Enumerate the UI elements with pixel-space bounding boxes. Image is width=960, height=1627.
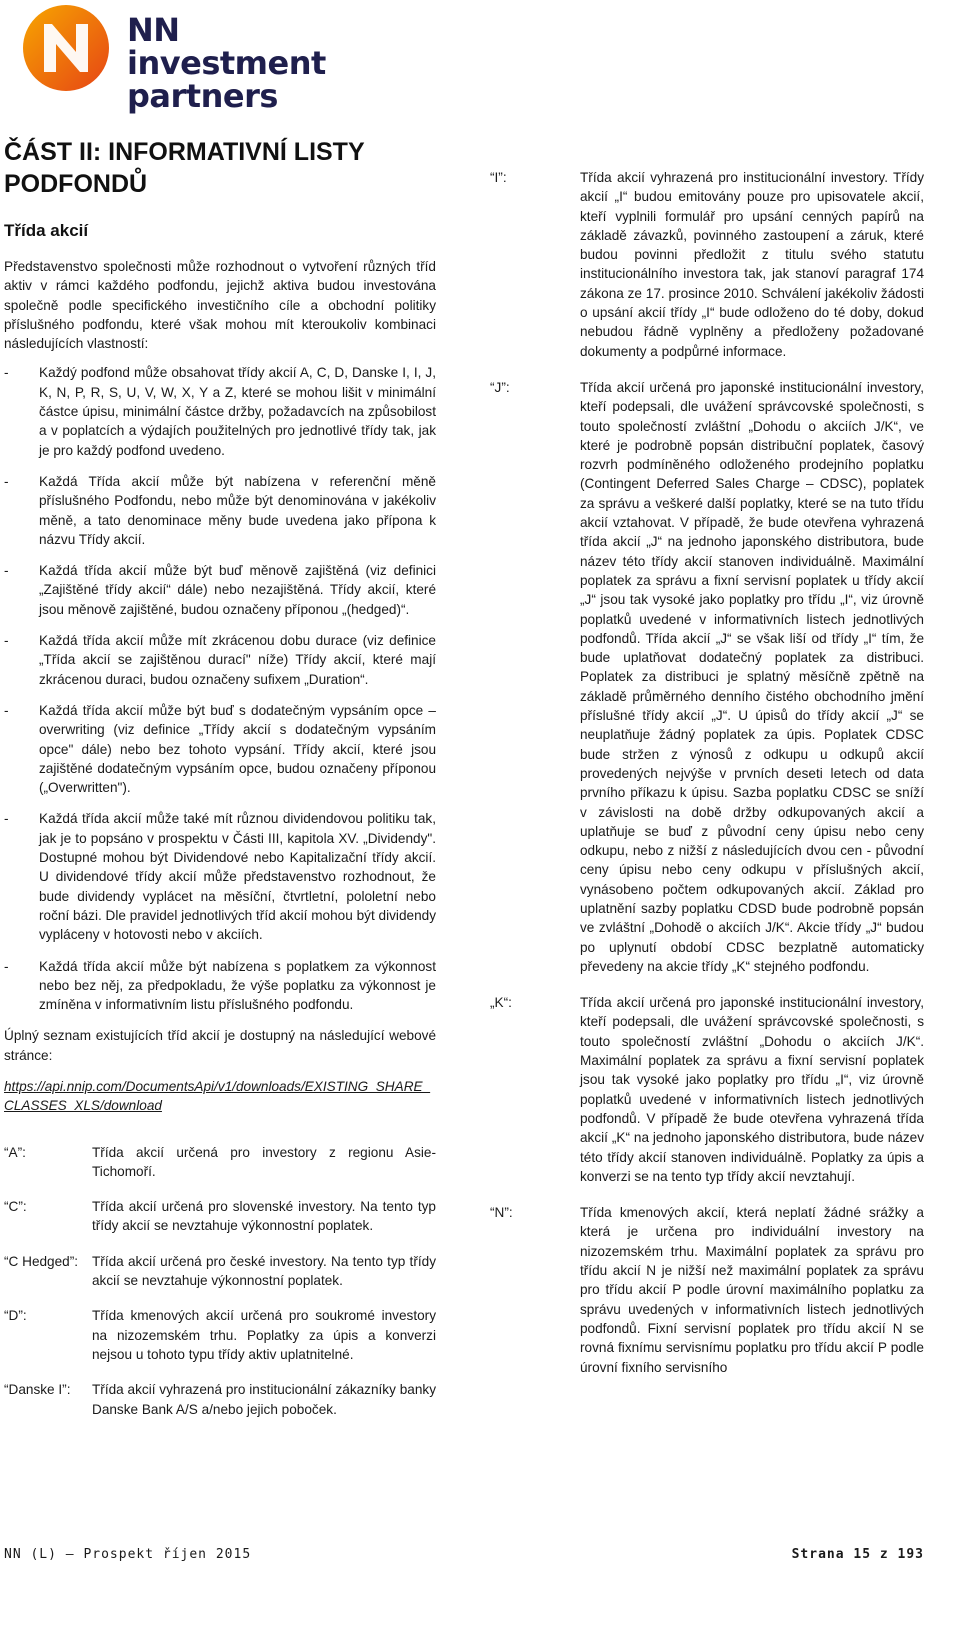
share-class-row	[4, 1143, 436, 1182]
list-item	[4, 809, 436, 944]
page-footer	[4, 1547, 924, 1567]
share-class-description: Třída akcií určená pro investory z regionu Asie-Tichomoří.	[92, 1144, 436, 1179]
share-class-row	[490, 1203, 924, 1377]
list-item	[4, 631, 436, 689]
share-class-description: Třída akcií určená pro české investory. Na tento typ třídy akcií se nevztahuje výkonnostní poplatek.	[92, 1253, 436, 1289]
share-class-row	[4, 1197, 436, 1236]
share-class-term: “I”:	[490, 170, 507, 185]
share-class-description: Třída akcií určená pro japonské institucionální investory, kteří podepsali, dle uvážení správcovské společnosti, s touto společností zvláštní „Dohodu o akciích J/K“. Maximální poplatek za správu a fixní servisní poplatek jsou tak vysoké jako poplatky pro třídu „I“, viz úrovně poplatků uvedené v informativních listech jednotlivých podfondů. V případě že bude otevřena vyhrazená třída akcií „K“ na jednoho japonského distributora, bude název této třídy akcií stanoven individuálně. Poplatky za úpis a konverzi se na tento typ třídy akcií nevztahují.	[580, 995, 924, 1184]
share-class-row	[4, 1252, 436, 1291]
share-class-row	[490, 168, 924, 361]
brand-name	[127, 11, 362, 115]
share-class-row	[490, 378, 924, 976]
nn-logo-icon	[22, 4, 110, 92]
share-class-term: “C Hedged”:	[4, 1253, 79, 1269]
right-column	[490, 168, 924, 1394]
share-class-term: “N”:	[490, 1205, 513, 1221]
page-title: ČÁST II: INFORMATIVNÍ LISTY PODFONDŮ	[4, 138, 365, 198]
share-class-term: “Danske I”:	[4, 1382, 71, 1398]
list-item-text: Každá Třída akcií může být nabízena v referenční měně příslušného Podfondu, nebo může být denominována v jakékoliv měně, a tato denominace měny bude uvedena jako přípona k názvu Třídy akcií.	[39, 473, 436, 547]
list-item	[4, 363, 436, 459]
share-class-description: Třída kmenových akcií, která neplatí žádné srážky a která je určena pro individuální investory na nizozemském trhu. Maximální poplatek za správu pro třídu akcií N je nižší než maximální poplatek za správu pro třídu akcií P podle úrovní maximálního poplatku za správu uvedených v informativních listech jednotlivých podfondů. Fixní servisní poplatek pro třídu akcií N se rovná fixnímu servisnímu poplatku pro třídu akcií P podle úrovní fixního servisního	[580, 1205, 924, 1375]
bullet-dash: -	[4, 473, 9, 489]
share-class-definitions-left	[4, 1143, 436, 1419]
share-class-description: Třída akcií určená pro slovenské investory. Na tento typ třídy akcií se nevztahuje výkonnostní poplatek.	[92, 1199, 436, 1234]
share-class-description: Třída kmenových akcií určená pro soukromé investory na nizozemském trhu. Poplatky za úpis a konverzi nejsou u tohoto typu třídy aktiv uplatnitelné.	[92, 1308, 436, 1362]
share-class-term: “C”:	[4, 1199, 27, 1215]
left-column	[4, 136, 436, 1435]
list-item-text: Každá třída akcií může být nabízena s poplatkem za výkonnost nebo bez něj, za předpokladu, že výše poplatku za výkonnost je zmíněna v informativním listu příslušného podfondu.	[39, 958, 436, 1013]
bullet-dash: -	[4, 958, 9, 974]
brand-name-line1: NN investment	[127, 11, 326, 82]
list-item	[4, 472, 436, 549]
bullet-dash: -	[4, 811, 9, 827]
document-title: NN (L) – Prospekt říjen 2015	[4, 1547, 252, 1562]
share-class-term: “A”:	[4, 1144, 26, 1160]
list-item	[4, 957, 436, 1015]
bullet-dash: -	[4, 633, 9, 649]
share-class-row	[490, 993, 924, 1186]
bullet-dash: -	[4, 563, 9, 579]
list-item-text: Každá třída akcií může být buď měnově zajištěná (viz definici „Zajištěné třídy akcií“ dále) nebo nezajištěná. Třídy akcií, které jsou měnově zajištěné, budou označeny příponou „(hedged)“.	[39, 563, 436, 617]
list-item-text: Každá třída akcií může také mít různou dividendovou politiku tak, jak je to popsáno v prospektu v Části III, kapitola XV. „Dividendy". Dostupné mohou být Dividendové nebo Kapitalizační třídy akcií. U dividendové třídy akcií může představenstvo rozhodnout, že bude dividendy vyplácet na měsíční, čtvrtletní, pololetní nebo roční bázi. Dle pravidel jednotlivých tříd akcií mohou být dividendy vypláceny v hotovosti nebo v akciích.	[39, 811, 436, 943]
intro-paragraph: Představenstvo společnosti může rozhodnout o vytvoření různých tříd aktiv v rámci každého podfondu, jejichž aktiva budou investována společně podle specifického investičního cíle a obchodní politiky příslušného podfondu, které však mohou mít kteroukoliv kombinaci následujících vlastností:	[4, 259, 436, 352]
share-class-list-link[interactable]: https://api.nnip.com/DocumentsApi/v1/downloads/EXISTING_SHARE_CLASSES_XLS/download	[4, 1078, 431, 1114]
list-item-text: Každá třída akcií může mít zkrácenou dobu durace (viz definice „Třída akcií se zajištěnou durací" níže) Třídy akcií, které mají zkrácenou duraci, budou označeny sufixem „Duration“.	[39, 633, 436, 687]
share-class-term: „K“:	[490, 995, 512, 1011]
share-class-term: “D”:	[4, 1308, 27, 1324]
share-class-description: Třída akcií vyhrazená pro institucionální investory. Třídy akcií „I“ budou emitovány pouze pro upisovatele akcií, kteří vyplnili formulář pro upsání cenných papírů na základě závazků, povinného zastoupení a záruk, které budou povinni předložit z titulu svého statutu institucionálního investora tak, jak stanoví paragraf 174 zákona ze 17. prosince 2010. Schválení jakékoliv žádosti o upsání akcií třídy „I“ bude odloženo do té doby, dokud nebudou řádně vyplněny a předloženy požadované dokumenty a podpůrné informace.	[580, 170, 924, 359]
share-class-description: Třída akcií vyhrazená pro institucionální zákazníky banky Danske Bank A/S a/nebo jejich poboček.	[92, 1382, 436, 1417]
feature-list	[4, 363, 436, 1014]
share-class-row	[4, 1306, 436, 1364]
share-class-row	[4, 1380, 436, 1419]
list-item-text: Každý podfond může obsahovat třídy akcií A, C, D, Danske I, I, J, K, N, P, R, S, U, V, W, X, Y a Z, které se mohou lišit v minimální částce úpisu, minimální částce držby, požadavcích na způsobilost a v poplatcích a výdajích použitelných pro jednotlivé třídy tak, jak je pro každý podfond uvedeno.	[39, 365, 436, 458]
brand-name-line2: partners	[127, 77, 278, 115]
page-number: Strana 15 z 193	[791, 1547, 924, 1562]
share-class-list-lead: Úplný seznam existujících tříd akcií je dostupný na následující webové stránce:	[4, 1028, 436, 1063]
share-class-description: Třída akcií určená pro japonské institucionální investory, kteří podepsali, dle uvážení správcovské společnosti, s touto společností zvláštní „Dohodu o akciích J/K“, ve které je podrobně popsán distribuční poplatek, časový rozvrh podmíněného odloženého prodejního poplatku (Contingent Deferred Sales Charge – CDSC), poplatek za správu a veškeré další poplatky, které se na tuto třídu akcií vztahovat. V případě, že bude otevřena vyhrazená třída akcií „J“ na jednoho japonského distributora, bude název této třídy akcií stanoven individuálně. Maximální poplatek za správu a fixní servisní poplatek u třídy akcií „J“ jsou tak vysoké jako poplatky pro třídu „I“, viz úrovně poplatků uvedené v informativních listech jednotlivých podfondů. Třída akcií „J“ se však liší od třídy „I“ tím, že bude uplatňovat dodatečný poplatek za distribuci. Poplatek za distribuci je splatný měsíčně zpětně na základě průměrného denního čistého obchodního jmění příslušné třídy akcií „J“. U úpisů do třídy akcií „J“ se neuplatňuje žádný poplatek za úpis. Poplatek CDSC bude stržen z výnosů z odkupu u odkupů akcií provedených nejvýše v prvních deseti letech od data prvního příkazu k úpisu. Sazba poplatku CDSC se sníží v závislosti na době držby odkupovaných akcií a uplatňuje se buď z původní ceny úpisu nebo ceny odkupu, nebo z nižší z následujících dvou cen - původní ceny úpisu nebo ceny odkupu v příslušných akcií, vynásobeno počtem odkupovaných akcií. Základ pro uplatnění sazby poplatku CDSD bude podrobně popsán ve zvláštní „Dohodě o akciích J/K“. Akcie třídy „J“ budou po uplynutí období CDSC bezplatně automaticky převedeny na akcie třídy „K“ stejného podfondu.	[580, 379, 924, 974]
list-item	[4, 561, 436, 619]
share-class-term: “J”:	[490, 379, 510, 395]
bullet-dash: -	[4, 365, 9, 381]
list-item-text: Každá třída akcií může být buď s dodatečným vypsáním opce – overwriting (viz definice „Třídy akcií s dodatečným vypsáním opce" dále) nebo bez tohoto vypsání. Třídy akcií, které jsou zajištěné dodatečným vypsáním opce, budou označeny příponou („Overwritten").	[39, 702, 436, 796]
nn-logo	[22, 4, 362, 115]
section-heading: Třída akcií	[4, 221, 89, 240]
bullet-dash: -	[4, 702, 9, 718]
list-item	[4, 701, 436, 797]
